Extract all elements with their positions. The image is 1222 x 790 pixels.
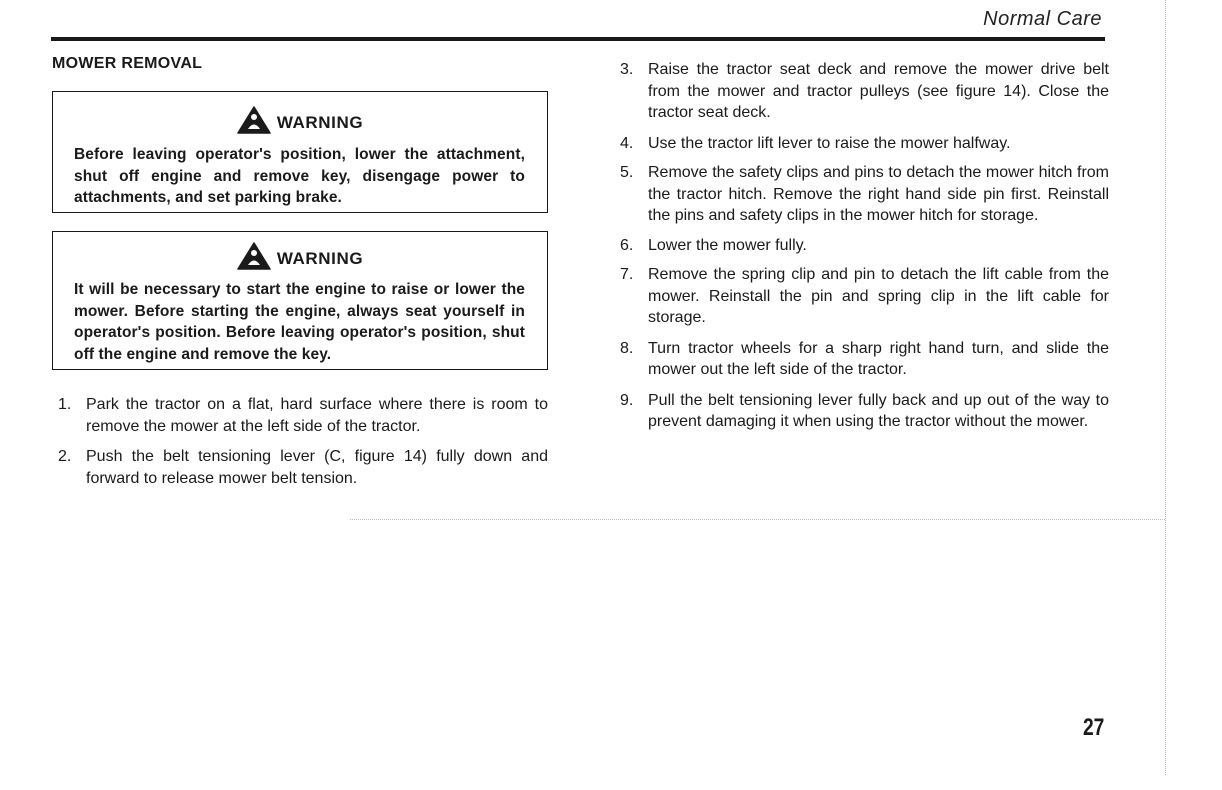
step-text: Turn tractor wheels for a sharp right hand turn, and slide the mower out the left side of the tractor. [648, 339, 1109, 378]
steps-list-right [620, 59, 1109, 433]
step-number: 5. [620, 164, 634, 181]
step-text: Pull the belt tensioning lever fully back and up out of the way to prevent damaging it when using the tractor without the mower. [648, 391, 1109, 430]
warning-label: WARNING [276, 249, 364, 268]
step-number: 6. [620, 236, 634, 254]
step-number: 3. [620, 61, 634, 78]
warning-header [53, 106, 547, 134]
step-text: Push the belt tensioning lever (C, figure 14) fully down and forward to release mower belt tension. [86, 448, 548, 487]
step-number: 1. [58, 396, 72, 413]
step-text: Lower the mower fully. [648, 236, 807, 254]
page-number: 27 [1083, 714, 1105, 741]
step-number: 8. [620, 339, 634, 357]
warning-text: It will be necessary to start the engine to raise or lower the mower. Before starting the engine, always seat yourself in operator's position. Before leaving operator's position, shut off the engine and remove the key. [74, 281, 525, 363]
step-number: 2. [58, 448, 72, 465]
step-text: Use the tractor lift lever to raise the mower halfway. [648, 134, 1011, 152]
list-item [620, 133, 1109, 155]
step-number: 9. [620, 391, 634, 409]
warning-label: WARNING [276, 113, 364, 132]
list-item [620, 264, 1109, 329]
header-rule [51, 37, 1105, 41]
warning-triangle-icon [237, 106, 271, 134]
step-text: Remove the safety clips and pins to detach the mower hitch from the tractor hitch. Remove the right hand side pin first. Reinstall the pins and safety clips in the mower hitch for storage. [648, 164, 1109, 224]
list-item [620, 390, 1109, 433]
list-item [58, 446, 548, 489]
page-header-title: Normal Care [983, 8, 1102, 30]
step-number: 7. [620, 266, 634, 283]
warning-header [53, 242, 547, 270]
step-text: Remove the spring clip and pin to detach the lift cable from the mower. Reinstall the pin and spring clip in the lift cable for storage. [648, 266, 1109, 326]
list-item [620, 59, 1109, 124]
column-end-dotted-line [350, 519, 1165, 520]
step-number: 4. [620, 134, 634, 152]
list-item [620, 338, 1109, 381]
step-text: Park the tractor on a flat, hard surface where there is room to remove the mower at the left side of the tractor. [86, 396, 548, 435]
warning-box [52, 91, 548, 213]
warning-text: Before leaving operator's position, lower the attachment, shut off engine and remove key, disengage power to attachments, and set parking brake. [74, 146, 525, 206]
list-item [620, 162, 1109, 227]
section-title: MOWER REMOVAL [52, 55, 203, 72]
warning-box [52, 231, 548, 370]
warning-triangle-icon [237, 242, 271, 270]
page-edge-line [1165, 0, 1167, 775]
step-text: Raise the tractor seat deck and remove the mower drive belt from the mower and tractor pulleys (see figure 14). Close the tractor seat deck. [648, 61, 1109, 121]
steps-list-left [58, 394, 548, 489]
list-item [58, 394, 548, 437]
list-item [620, 235, 1109, 257]
